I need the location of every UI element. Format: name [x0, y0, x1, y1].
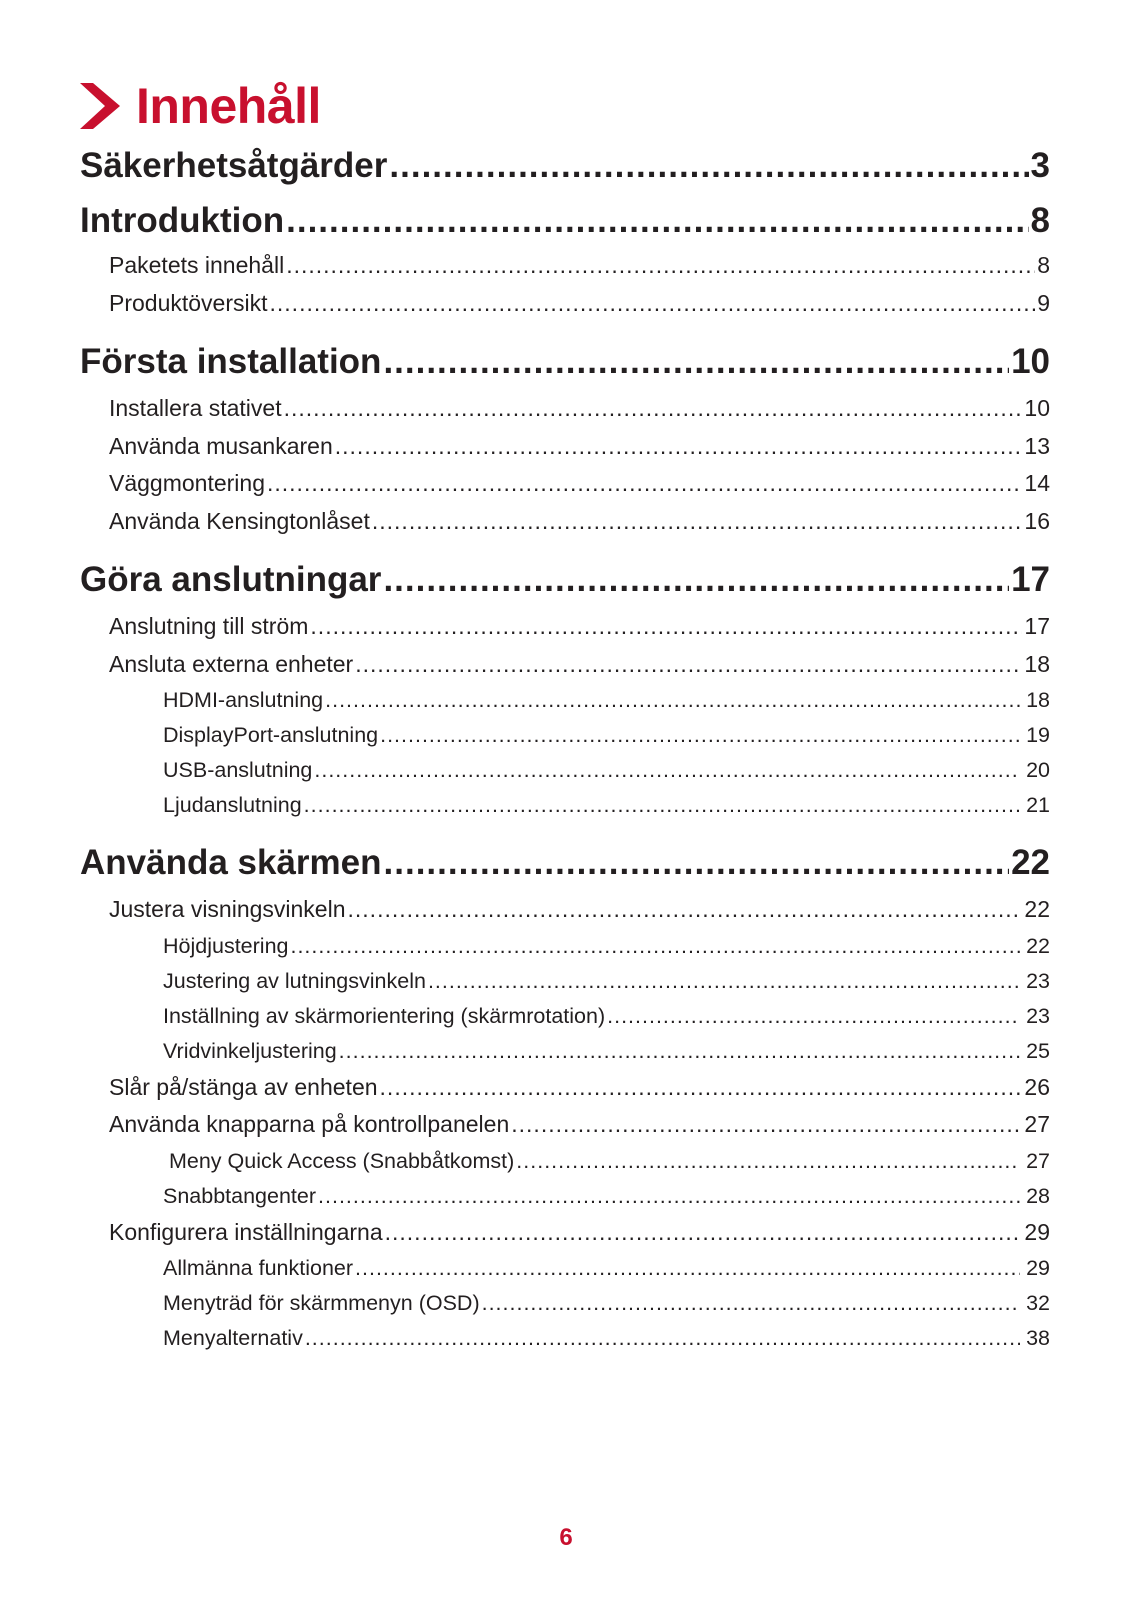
toc-entry-page: 14: [1024, 470, 1050, 496]
dot-leader: [383, 552, 1009, 608]
toc-entry[interactable]: [80, 1286, 1050, 1321]
dot-leader: [428, 964, 1020, 999]
dot-leader: [325, 683, 1020, 718]
toc-entry[interactable]: [80, 964, 1050, 999]
dot-leader: [516, 1144, 1020, 1179]
toc-entry[interactable]: [80, 683, 1050, 718]
toc-entry[interactable]: [80, 1214, 1050, 1252]
dot-leader: [305, 1321, 1020, 1356]
toc-entry-label: Anslutning till ström: [109, 613, 309, 639]
toc-entry-label: Första installation: [80, 342, 382, 381]
toc-entry-label: Höjdjustering: [163, 933, 289, 958]
dot-leader: [380, 1069, 1023, 1107]
toc-entry[interactable]: [80, 646, 1050, 684]
toc-entry[interactable]: [80, 1144, 1050, 1179]
dot-leader: [270, 285, 1036, 323]
toc-entry[interactable]: [80, 929, 1050, 964]
dot-leader: [482, 1286, 1020, 1321]
toc-entry-page: 29: [1026, 1256, 1050, 1280]
toc-entry-label: Paketets innehåll: [109, 252, 285, 278]
toc-entry-label: HDMI-anslutning: [163, 688, 324, 712]
toc-entry-label: Snabbtangenter: [163, 1183, 317, 1208]
table-of-contents: [80, 138, 1050, 1356]
toc-entry[interactable]: [80, 285, 1050, 323]
toc-entry-page: 27: [1024, 1111, 1050, 1137]
toc-entry-label: Konfigurera inställningarna: [109, 1218, 383, 1245]
toc-entry[interactable]: [80, 891, 1050, 929]
toc-entry[interactable]: [80, 999, 1050, 1034]
dot-leader: [286, 247, 1035, 285]
dot-leader: [511, 1106, 1022, 1144]
title-row: [80, 74, 321, 138]
toc-entry[interactable]: [80, 1069, 1050, 1107]
toc-entry[interactable]: [80, 552, 1050, 608]
toc-entry[interactable]: [80, 753, 1050, 788]
toc-entry-label: Inställning av skärmorientering (skärmrotation): [163, 1003, 606, 1028]
toc-entry-label: Ansluta externa enheter: [109, 650, 354, 677]
toc-entry-page: 8: [1037, 252, 1050, 278]
dot-leader: [372, 503, 1023, 541]
toc-entry-page: 17: [1024, 613, 1050, 639]
toc-entry-page: 27: [1026, 1148, 1050, 1173]
dot-leader: [335, 428, 1023, 466]
dot-leader: [290, 929, 1020, 964]
toc-entry-label: Göra anslutningar: [80, 560, 382, 599]
dot-leader: [383, 334, 1009, 390]
toc-entry[interactable]: [80, 835, 1050, 891]
toc-entry-page: 28: [1026, 1183, 1050, 1208]
toc-entry-label: Justering av lutningsvinkeln: [163, 968, 426, 993]
dot-leader: [284, 390, 1023, 428]
toc-entry-label: Installera stativet: [109, 395, 282, 421]
toc-entry[interactable]: [80, 138, 1050, 194]
toc-entry-page: 22: [1011, 843, 1050, 882]
toc-entry-label: Använda Kensingtonlåset: [109, 507, 370, 534]
toc-entry-label: Justera visningsvinkeln: [109, 896, 346, 922]
toc-entry-label: Menyalternativ: [163, 1326, 303, 1350]
toc-entry-label: Vridvinkeljustering: [163, 1038, 337, 1063]
dot-leader: [355, 646, 1022, 684]
dot-leader: [384, 835, 1010, 891]
toc-entry[interactable]: [80, 1251, 1050, 1286]
toc-entry-label: Säkerhetsåtgärder: [80, 146, 388, 185]
toc-entry-page: 10: [1011, 342, 1050, 381]
dot-leader: [339, 1034, 1020, 1069]
dot-leader: [380, 718, 1020, 753]
dot-leader: [385, 1214, 1023, 1252]
toc-entry[interactable]: [80, 428, 1050, 466]
chevron-right-icon: [80, 83, 120, 129]
toc-entry[interactable]: [80, 503, 1050, 541]
toc-entry-page: 32: [1026, 1291, 1050, 1315]
toc-entry-label: Allmänna funktioner: [163, 1256, 354, 1280]
toc-entry-page: 22: [1026, 933, 1050, 958]
dot-leader: [304, 788, 1020, 823]
toc-entry-page: 3: [1030, 146, 1050, 185]
dot-leader: [607, 999, 1020, 1034]
dot-leader: [286, 194, 1028, 247]
toc-entry-page: 17: [1011, 560, 1050, 599]
toc-entry-page: 21: [1026, 793, 1050, 817]
dot-leader: [355, 1251, 1020, 1286]
toc-entry-page: 10: [1024, 395, 1050, 421]
toc-entry[interactable]: [80, 334, 1050, 390]
toc-entry-label: Använda knapparna på kontrollpanelen: [109, 1111, 510, 1137]
toc-entry-page: 16: [1024, 507, 1050, 534]
toc-entry[interactable]: [80, 194, 1050, 247]
dot-leader: [389, 138, 1028, 194]
toc-entry[interactable]: [80, 465, 1050, 503]
toc-entry-label: Meny Quick Access (Snabbåtkomst): [163, 1148, 515, 1173]
toc-entry-label: Introduktion: [80, 201, 285, 240]
toc-entry-label: DisplayPort-anslutning: [163, 723, 379, 747]
toc-entry[interactable]: [80, 608, 1050, 646]
toc-entry-page: 9: [1037, 289, 1050, 316]
dot-leader: [314, 753, 1020, 788]
toc-entry-page: 23: [1026, 1003, 1050, 1028]
dot-leader: [267, 465, 1022, 503]
toc-entry-page: 38: [1026, 1326, 1050, 1350]
toc-entry[interactable]: [80, 1321, 1050, 1356]
toc-entry-page: 8: [1030, 201, 1050, 240]
toc-entry-page: 18: [1024, 650, 1050, 677]
toc-entry[interactable]: [80, 1179, 1050, 1214]
toc-entry-label: Produktöversikt: [109, 289, 268, 316]
toc-entry-label: Menyträd för skärmmenyn (OSD): [163, 1291, 480, 1315]
toc-entry-label: Väggmontering: [109, 470, 265, 496]
toc-entry-page: 22: [1024, 896, 1050, 922]
toc-entry[interactable]: [80, 718, 1050, 753]
toc-entry-label: USB-anslutning: [163, 758, 313, 782]
dot-leader: [348, 891, 1023, 929]
toc-entry-page: 26: [1024, 1073, 1050, 1100]
toc-entry-page: 23: [1026, 968, 1050, 993]
page-title: Innehåll: [136, 78, 321, 134]
toc-entry-page: 18: [1026, 688, 1050, 712]
toc-entry[interactable]: [80, 1106, 1050, 1144]
toc-entry-page: 29: [1024, 1218, 1050, 1245]
toc-entry-label: Ljudanslutning: [163, 793, 302, 817]
toc-entry-label: Använda skärmen: [80, 843, 382, 882]
page-number: 6: [559, 1524, 573, 1551]
toc-entry-page: 25: [1026, 1038, 1050, 1063]
toc-entry-label: Använda musankaren: [109, 432, 333, 459]
toc-entry-page: 13: [1024, 432, 1050, 459]
toc-entry[interactable]: [80, 390, 1050, 428]
toc-entry-page: 20: [1026, 758, 1050, 782]
toc-entry-label: Slår på/stänga av enheten: [109, 1073, 378, 1100]
dot-leader: [310, 608, 1022, 646]
toc-entry-page: 19: [1026, 723, 1050, 747]
toc-entry[interactable]: [80, 1034, 1050, 1069]
toc-entry[interactable]: [80, 247, 1050, 285]
dot-leader: [318, 1179, 1020, 1214]
toc-entry[interactable]: [80, 788, 1050, 823]
